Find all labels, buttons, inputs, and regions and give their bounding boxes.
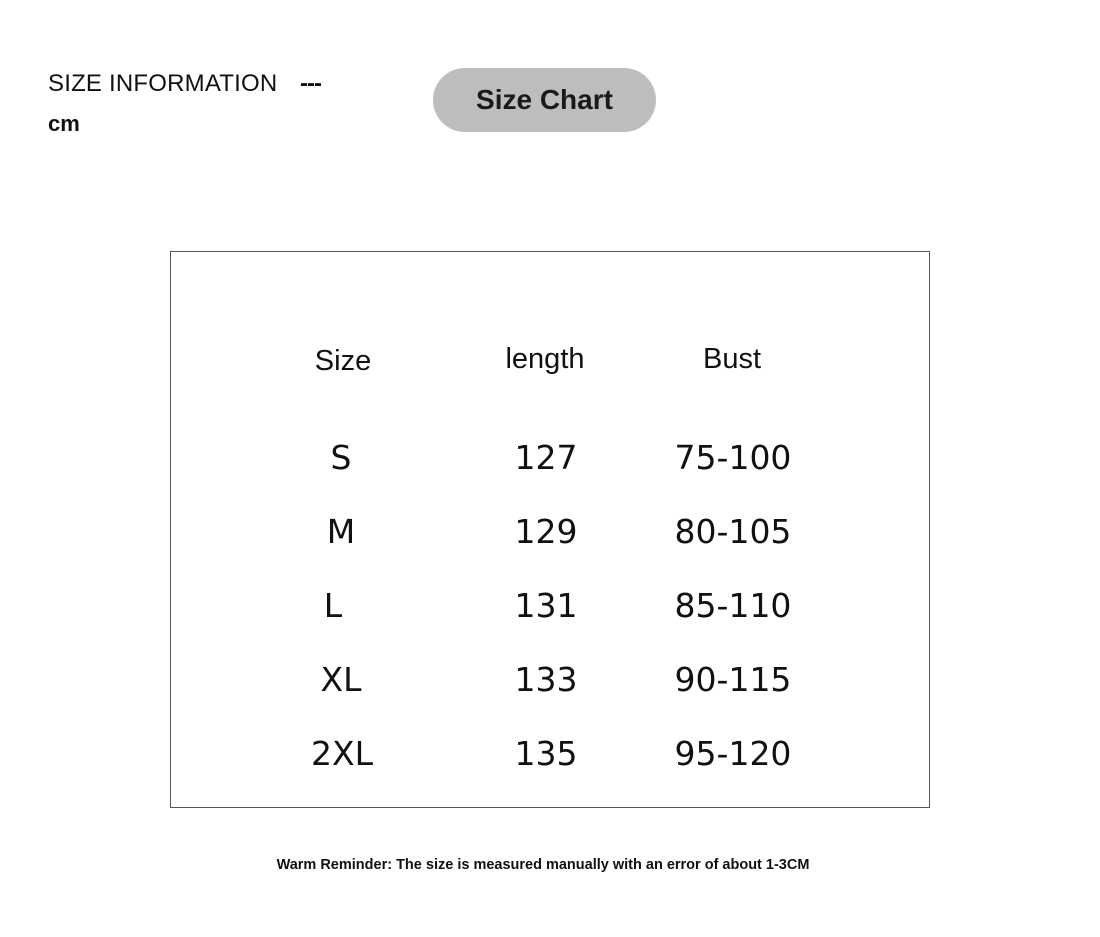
cell-size: 2XL (311, 734, 373, 773)
cell-bust: 95-120 (674, 734, 792, 773)
size-information-title: SIZE INFORMATION (48, 70, 278, 97)
unit-label: cm (48, 111, 80, 136)
column-header-bust: Bust (702, 343, 762, 375)
size-table (170, 251, 930, 808)
column-header-length: length (505, 343, 585, 375)
cell-length: 127 (514, 438, 578, 477)
cell-size: L (323, 586, 343, 625)
cell-length: 135 (514, 734, 578, 773)
cell-size: M (326, 512, 356, 551)
cell-size: XL (320, 660, 362, 699)
cell-bust: 90-115 (674, 660, 792, 699)
column-header-size: Size (314, 345, 372, 377)
size-chart-badge (433, 68, 656, 132)
cell-length: 133 (514, 660, 578, 699)
cell-length: 131 (514, 586, 578, 625)
title-dash: --- (300, 70, 321, 97)
size-chart-label: Size Chart (476, 84, 613, 115)
cell-bust: 75-100 (674, 438, 792, 477)
cell-bust: 80-105 (674, 512, 792, 551)
cell-length: 129 (514, 512, 578, 551)
cell-size: S (330, 438, 352, 477)
warm-reminder: Warm Reminder: The size is measured manually with an error of about 1-3CM (276, 857, 810, 873)
cell-bust: 85-110 (674, 586, 792, 625)
